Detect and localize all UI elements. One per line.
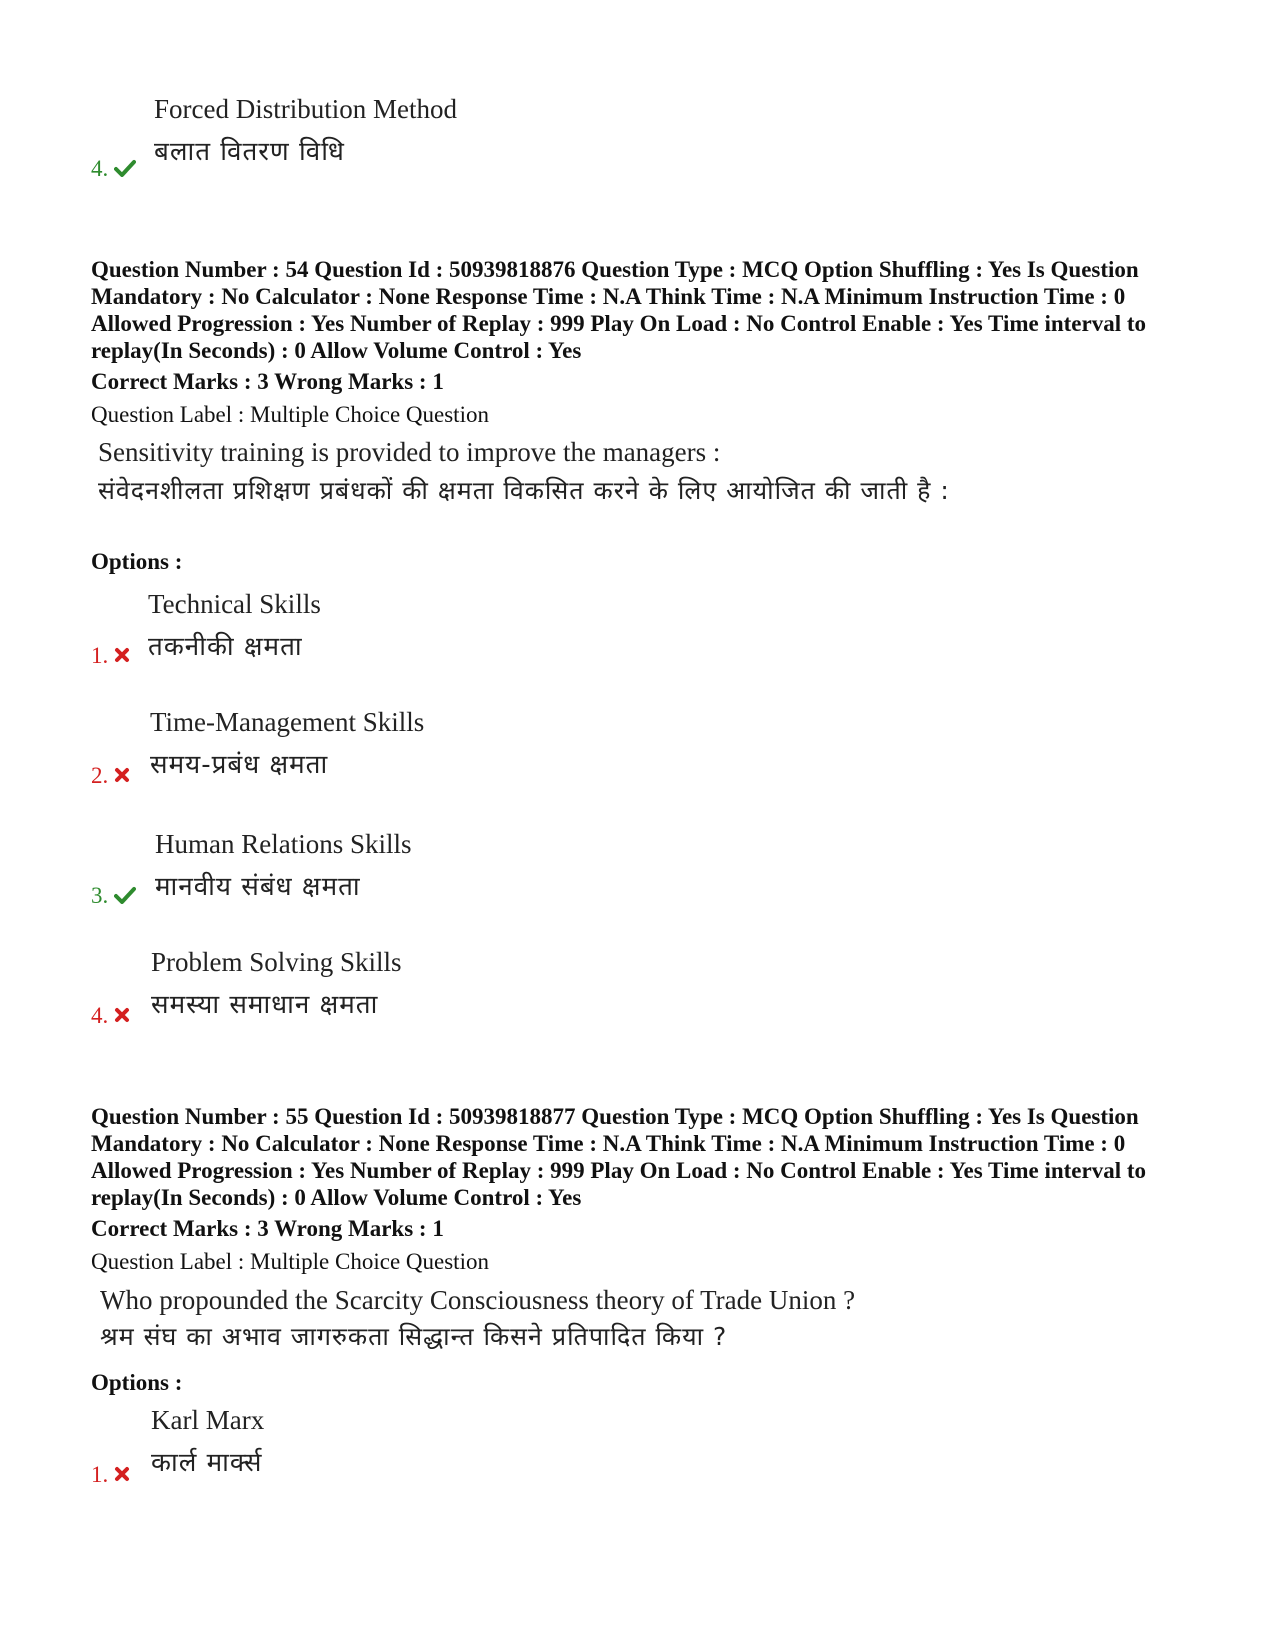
option-english-text: Problem Solving Skills: [151, 947, 402, 977]
cross-icon: [114, 767, 130, 783]
option-number: [91, 883, 136, 909]
option-number: [91, 763, 130, 789]
option-english-text: Karl Marx: [151, 1405, 265, 1435]
option-number-text: 4.: [91, 1003, 109, 1028]
question-text-hindi: संवेदनशीलता प्रशिक्षण प्रबंधकों की क्षमता विकसित करने के लिए आयोजित की जाती है :: [98, 476, 950, 505]
option-hindi-text: समस्या समाधान क्षमता: [151, 990, 379, 1020]
option-english-text: Time-Management Skills: [150, 707, 425, 737]
check-icon: [114, 159, 136, 177]
question-meta: Question Number : 54 Question Id : 50939818876 Question Type : MCQ Option Shuffling : Yes Is Question Mandatory : No Calculator : None Response Time : N.A Think Time : N.A Minimum Instruction Time : 0 Allowed Progression : Yes Number of Replay : 999 Play On Load : No Control Enable : Yes Time interval to replay(In Seconds) : 0 Allow Volume Control : Yes: [91, 257, 1147, 363]
question-text-english: Who propounded the Scarcity Consciousness theory of Trade Union ?: [100, 1285, 856, 1315]
question-marks: Correct Marks : 3 Wrong Marks : 1: [91, 369, 444, 394]
option-number-text: 4.: [91, 156, 109, 181]
options-label: Options :: [91, 549, 183, 574]
question-label: Question Label : Multiple Choice Question: [91, 402, 489, 427]
option-hindi-text: कार्ल मार्क्स: [151, 1448, 263, 1478]
option-number-text: 1.: [91, 1462, 109, 1487]
cross-icon: [114, 647, 130, 663]
options-label: Options :: [91, 1370, 183, 1395]
question-text-english: Sensitivity training is provided to improve the managers :: [98, 437, 721, 467]
option-english-text: Technical Skills: [148, 589, 321, 619]
option-hindi-text: बलात वितरण विधि: [154, 137, 345, 167]
question-marks: Correct Marks : 3 Wrong Marks : 1: [91, 1216, 444, 1241]
option-number: [91, 643, 130, 669]
question-label: Question Label : Multiple Choice Question: [91, 1249, 489, 1274]
option-hindi-text: मानवीय संबंध क्षमता: [155, 872, 361, 902]
check-icon: [114, 886, 136, 904]
option-number: [91, 1462, 130, 1488]
option-number-text: 1.: [91, 643, 109, 668]
option-number-text: 2.: [91, 763, 109, 788]
option-number-text: 3.: [91, 883, 109, 908]
option-english-text: Forced Distribution Method: [154, 94, 457, 124]
option-hindi-text: तकनीकी क्षमता: [148, 632, 303, 662]
cross-icon: [114, 1007, 130, 1023]
option-hindi-text: समय-प्रबंध क्षमता: [150, 750, 329, 780]
option-number: [91, 156, 136, 182]
question-text-hindi: श्रम संघ का अभाव जागरुकता सिद्धान्त किसने प्रतिपादित किया ?: [100, 1322, 728, 1351]
option-number: [91, 1003, 130, 1029]
question-meta: Question Number : 55 Question Id : 50939818877 Question Type : MCQ Option Shuffling : Yes Is Question Mandatory : No Calculator : None Response Time : N.A Think Time : N.A Minimum Instruction Time : 0 Allowed Progression : Yes Number of Replay : 999 Play On Load : No Control Enable : Yes Time interval to replay(In Seconds) : 0 Allow Volume Control : Yes: [91, 1104, 1147, 1210]
option-english-text: Human Relations Skills: [155, 829, 412, 859]
cross-icon: [114, 1466, 130, 1482]
